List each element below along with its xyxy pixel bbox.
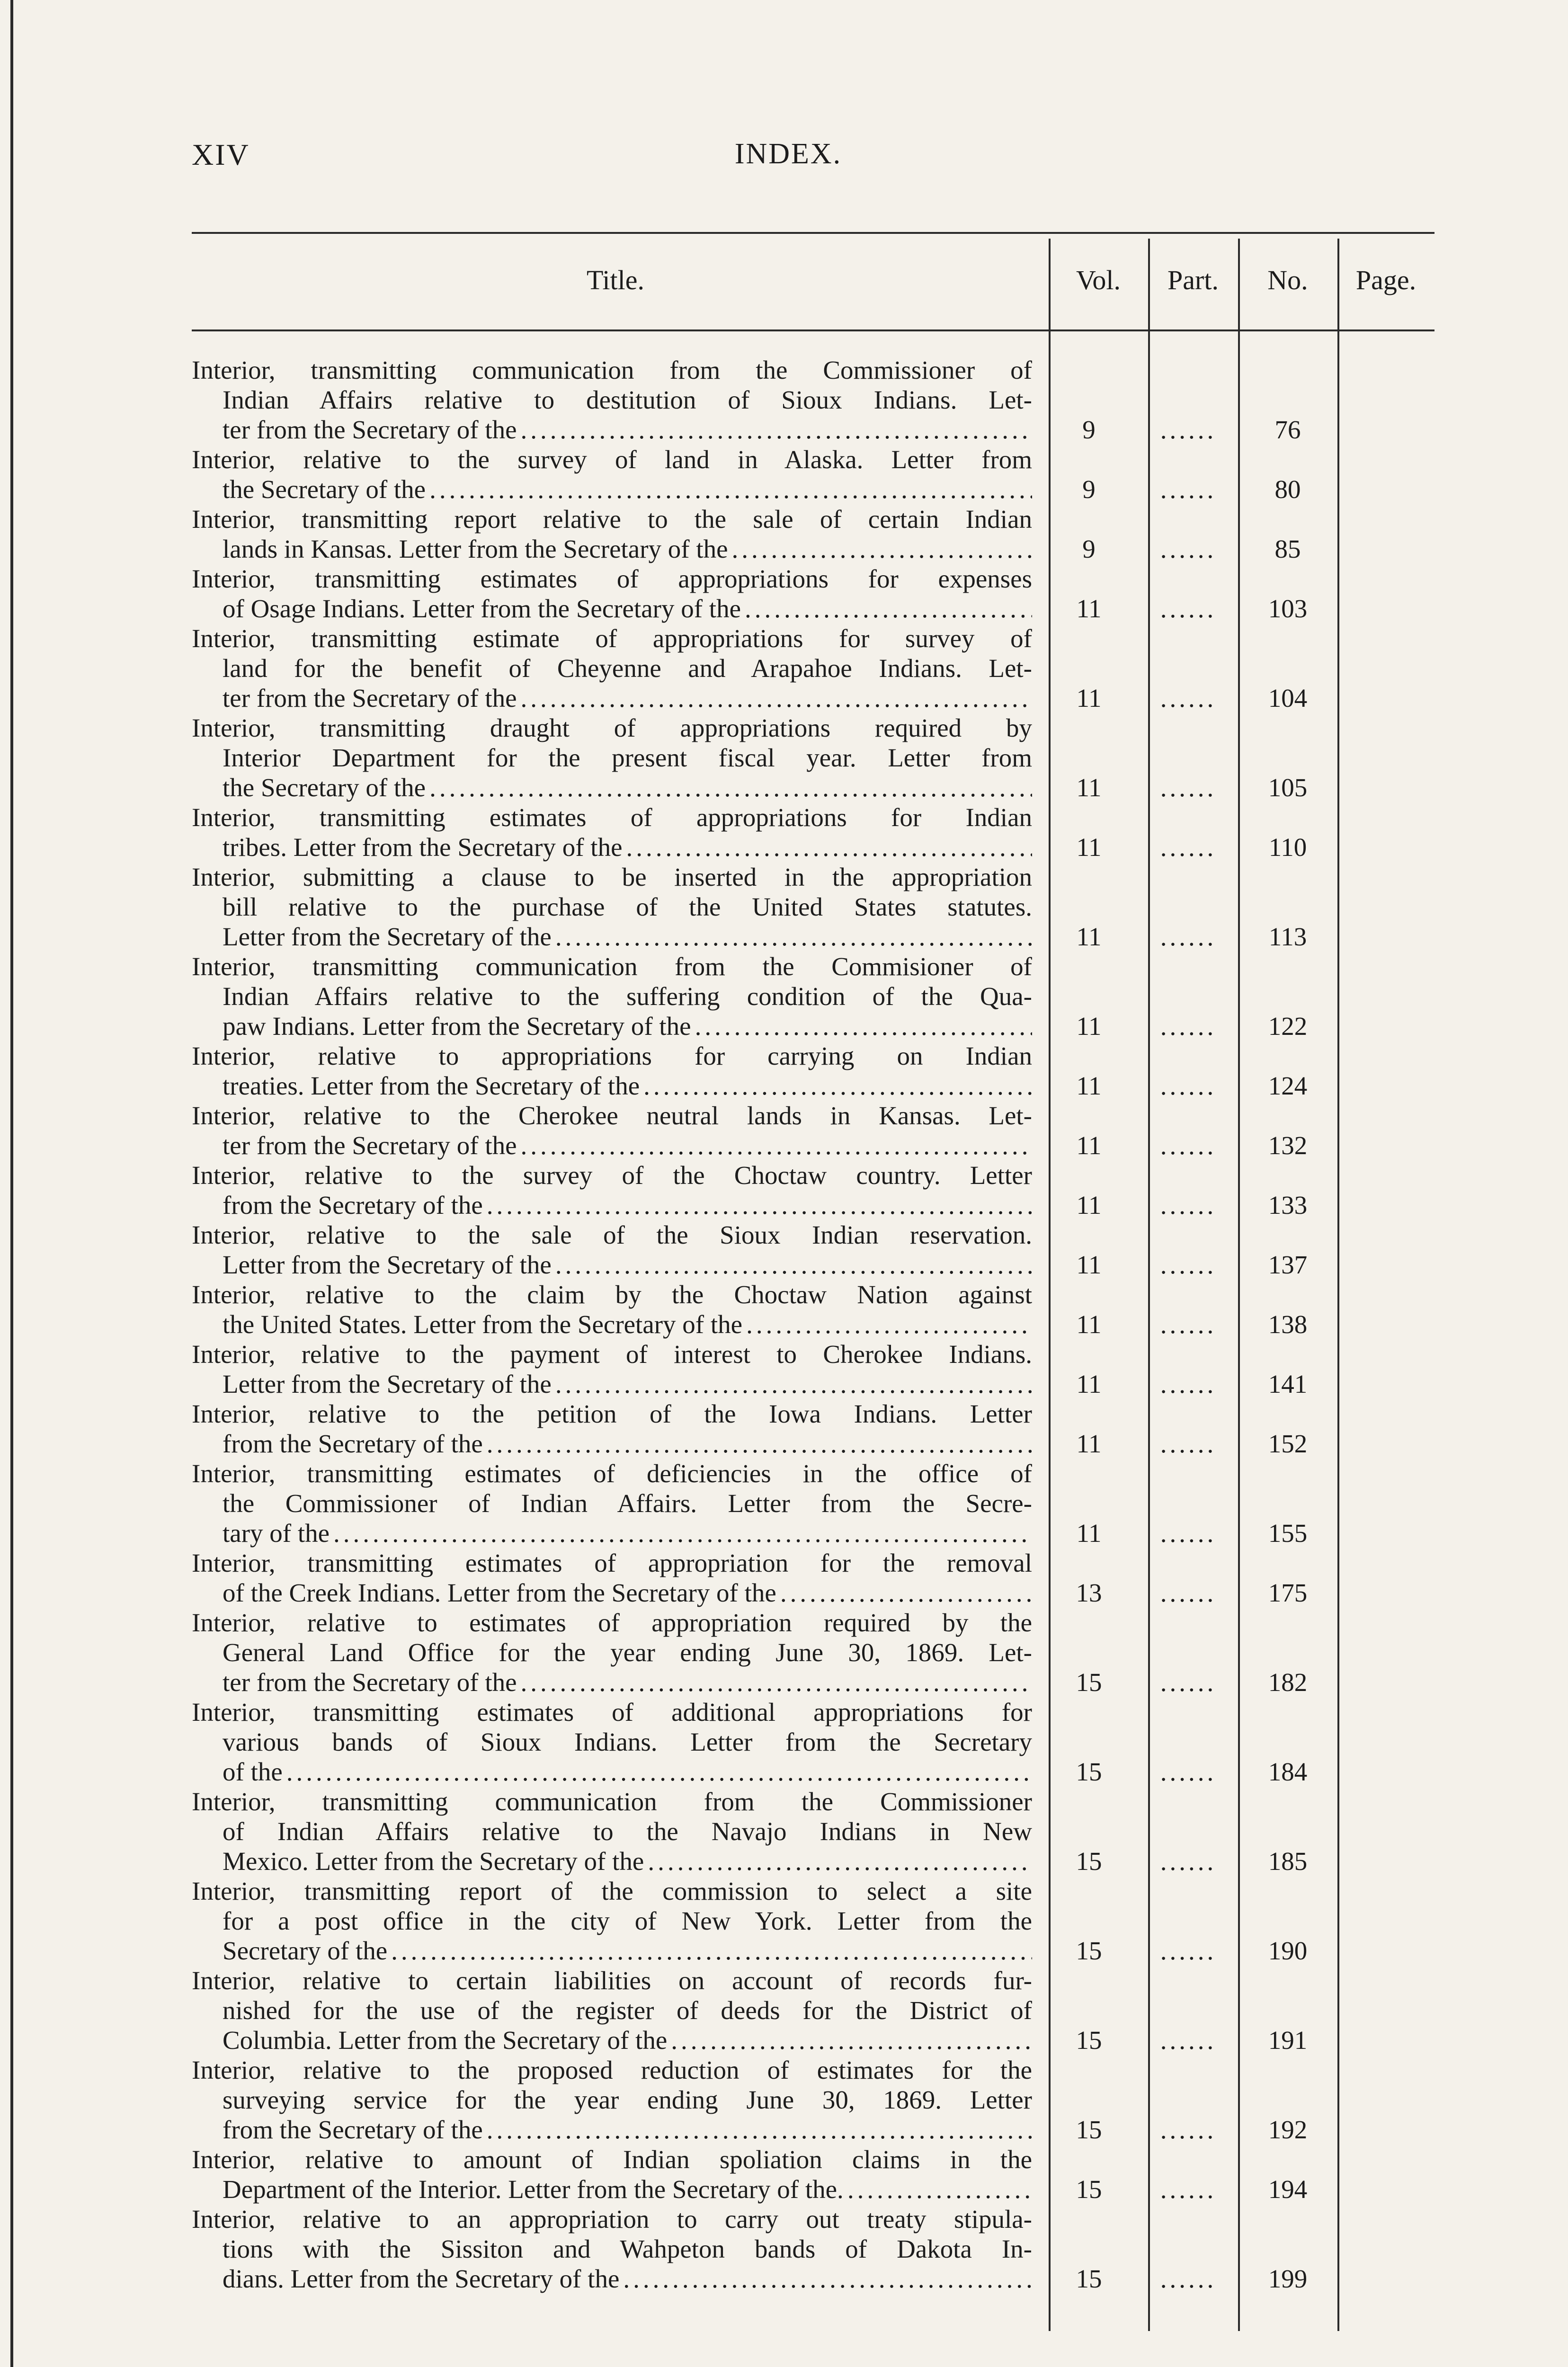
entry-part: ...... — [1160, 1757, 1217, 1786]
index-table — [192, 232, 1434, 2334]
entry-title-line: General Land Office for the year ending June 30, 1869. Let- — [223, 1638, 1032, 1667]
entry-volume: 11 — [1076, 1370, 1102, 1398]
entry-part: ...... — [1160, 684, 1217, 712]
entry-title — [192, 1280, 1032, 1339]
entry-part: ...... — [1160, 922, 1217, 951]
entry-number: 132 — [1268, 1131, 1308, 1160]
entry-title-line: of the Creek Indians. Letter from the Secretary of the ..... — [192, 1578, 1032, 1608]
entry-title-line: Interior Department for the present fiscal year. Letter from — [223, 743, 1032, 772]
entry-volume: 15 — [1076, 1847, 1102, 1876]
entry-part: ...... — [1160, 2115, 1217, 2144]
entry-volume: 11 — [1076, 922, 1102, 951]
entry-title-line: Interior, relative to amount of Indian spoliation claims in the — [192, 2145, 1032, 2174]
index-entry — [192, 1220, 1434, 1280]
entry-number: 190 — [1268, 1936, 1308, 1965]
index-entry — [192, 2145, 1434, 2204]
entry-title-line: Interior, transmitting estimates of deficiencies in the office of — [192, 1459, 1032, 1488]
entry-part: ...... — [1160, 415, 1217, 444]
entry-title-line: from the Secretary of the ..... — [192, 2115, 1032, 2145]
index-entry — [192, 623, 1434, 713]
entry-volume: 9 — [1082, 415, 1096, 444]
entry-number: 138 — [1268, 1310, 1308, 1339]
index-entry — [192, 713, 1434, 802]
entry-title-line: Letter from the Secretary of the ..... — [192, 1369, 1032, 1399]
table-header-rule — [192, 329, 1434, 331]
index-entry — [192, 952, 1434, 1041]
entry-part: ...... — [1160, 1370, 1217, 1398]
entry-part: ...... — [1160, 1578, 1217, 1607]
entry-title-line: Interior, relative to the sale of the Sioux Indian reservation. — [192, 1220, 1032, 1249]
entry-title-line: Interior, transmitting estimates of appropriations for Indian — [192, 803, 1032, 832]
entry-volume: 11 — [1076, 1429, 1102, 1458]
entry-title-line: nished for the use of the register of deeds for the District of — [223, 1996, 1032, 2025]
entry-part: ...... — [1160, 475, 1217, 504]
entry-number: 155 — [1268, 1519, 1308, 1548]
entry-volume: 11 — [1076, 833, 1102, 862]
entry-title-line: Interior, relative to the survey of the Choctaw country. Letter — [192, 1161, 1032, 1190]
entry-title — [192, 862, 1032, 952]
entry-title-line: ter from the Secretary of the ..... — [192, 683, 1032, 713]
entry-part: ...... — [1160, 773, 1217, 802]
entry-title-line: Interior, relative to the payment of interest to Cherokee Indians. — [192, 1340, 1032, 1369]
entry-part: ...... — [1160, 2175, 1217, 2204]
entry-title-line: bill relative to the purchase of the United States statutes. — [223, 892, 1032, 921]
entry-volume: 11 — [1076, 1131, 1102, 1160]
entry-title-line: Interior, relative to certain liabilities on account of records fur- — [192, 1966, 1032, 1995]
index-entry — [192, 1160, 1434, 1220]
entry-number: 105 — [1268, 773, 1308, 802]
entry-title — [192, 802, 1032, 862]
entry-title-line: Interior, transmitting communication from the Commissioner — [192, 1787, 1032, 1816]
entry-title — [192, 1220, 1032, 1280]
entry-title-line: Interior, transmitting estimate of appropriations for survey of — [192, 624, 1032, 653]
entry-title-line: ter from the Secretary of the ..... — [192, 415, 1032, 445]
entry-part: ...... — [1160, 1668, 1217, 1697]
entry-volume: 11 — [1076, 773, 1102, 802]
entry-title-line: Interior, submitting a clause to be inserted in the appropriation — [192, 863, 1032, 891]
index-entry — [192, 802, 1434, 862]
entry-title-line: Interior, transmitting communication from the Commisioner of — [192, 952, 1032, 981]
entry-title — [192, 355, 1032, 445]
entry-title-line: Interior, transmitting draught of appropriations required by — [192, 713, 1032, 742]
entry-title-line: Interior, relative to an appropriation to carry out treaty stipula- — [192, 2205, 1032, 2234]
entry-number: 199 — [1268, 2264, 1308, 2293]
entry-title-line: Letter from the Secretary of the ..... — [192, 1250, 1032, 1280]
entry-title-line: Interior, transmitting estimates of appropriations for expenses — [192, 564, 1032, 593]
entry-part: ...... — [1160, 594, 1217, 623]
table-top-rule — [192, 232, 1434, 234]
entry-title — [192, 564, 1032, 623]
entry-title — [192, 1459, 1032, 1548]
entry-title-line: Interior, transmitting communication from the Commissioner of — [192, 356, 1032, 384]
entry-part: ...... — [1160, 1250, 1217, 1279]
entry-title — [192, 713, 1032, 802]
entry-title-line: the Secretary of the ..... — [192, 773, 1032, 802]
entry-title — [192, 2055, 1032, 2145]
entry-number: 104 — [1268, 684, 1308, 712]
entry-title — [192, 1101, 1032, 1160]
entry-number: 133 — [1268, 1191, 1308, 1219]
entry-title-line: Letter from the Secretary of the ..... — [192, 922, 1032, 952]
running-head: INDEX. — [734, 138, 842, 170]
entry-volume: 9 — [1082, 475, 1096, 504]
entry-title-line: Interior, transmitting estimates of additional appropriations for — [192, 1698, 1032, 1726]
entry-number: 103 — [1268, 594, 1308, 623]
entry-volume: 15 — [1076, 2026, 1102, 2055]
entry-title — [192, 1608, 1032, 1697]
column-header-no: No. — [1267, 265, 1308, 295]
entry-title-line: of Osage Indians. Letter from the Secretary of the ..... — [192, 594, 1032, 623]
entry-volume: 11 — [1076, 1071, 1102, 1100]
entry-volume: 9 — [1082, 534, 1096, 563]
entry-volume: 15 — [1076, 1757, 1102, 1786]
entry-title-line: Interior, transmitting estimates of appropriation for the removal — [192, 1548, 1032, 1577]
entry-volume: 11 — [1076, 684, 1102, 712]
index-entry — [192, 445, 1434, 504]
entry-part: ...... — [1160, 1847, 1217, 1876]
entry-title — [192, 1876, 1032, 1966]
index-entry — [192, 1041, 1434, 1101]
entry-number: 141 — [1268, 1370, 1308, 1398]
entry-volume: 15 — [1076, 2175, 1102, 2204]
index-entry — [192, 1876, 1434, 1966]
entry-number: 76 — [1274, 415, 1301, 444]
entry-number: 122 — [1268, 1012, 1308, 1041]
entry-title-line: Interior, transmitting report relative to the sale of certain Indian — [192, 505, 1032, 534]
index-entry — [192, 1101, 1434, 1160]
entry-part: ...... — [1160, 833, 1217, 862]
entry-number: 184 — [1268, 1757, 1308, 1786]
entry-number: 113 — [1268, 922, 1307, 951]
entry-title-line: from the Secretary of the ..... — [192, 1190, 1032, 1220]
entry-title — [192, 1339, 1032, 1399]
entry-number: 192 — [1268, 2115, 1308, 2144]
entry-title-line: Interior, relative to the claim by the Choctaw Nation against — [192, 1280, 1032, 1309]
page-header — [192, 137, 1423, 185]
entry-volume: 11 — [1076, 1519, 1102, 1548]
index-entry — [192, 504, 1434, 564]
entry-title-line: paw Indians. Letter from the Secretary of the ..... — [192, 1011, 1032, 1041]
entry-title — [192, 445, 1032, 504]
entry-part: ...... — [1160, 2026, 1217, 2055]
entry-part: ...... — [1160, 2264, 1217, 2293]
column-header-vol: Vol. — [1076, 265, 1121, 295]
entry-title-line: of the ..... — [192, 1757, 1032, 1787]
entry-title-line: Interior, relative to appropriations for carrying on Indian — [192, 1041, 1032, 1070]
entry-part: ...... — [1160, 1012, 1217, 1041]
index-entry — [192, 1697, 1434, 1787]
entry-volume: 11 — [1076, 1191, 1102, 1219]
entry-volume: 11 — [1076, 594, 1102, 623]
entry-volume: 15 — [1076, 1936, 1102, 1965]
entry-number: 85 — [1274, 534, 1301, 563]
entry-volume: 11 — [1076, 1310, 1102, 1339]
entry-part: ...... — [1160, 1936, 1217, 1965]
entry-title-line: Secretary of the ..... — [192, 1936, 1032, 1966]
index-entry — [192, 355, 1434, 445]
entry-part: ...... — [1160, 1519, 1217, 1548]
entry-title — [192, 623, 1032, 713]
entry-title-line: from the Secretary of the ..... — [192, 1429, 1032, 1459]
entry-title — [192, 1697, 1032, 1787]
entry-volume: 15 — [1076, 2264, 1102, 2293]
index-entry — [192, 1787, 1434, 1876]
entry-title — [192, 1787, 1032, 1876]
index-entry — [192, 1548, 1434, 1608]
entry-title — [192, 2204, 1032, 2294]
entry-part: ...... — [1160, 1191, 1217, 1219]
entry-number: 110 — [1268, 833, 1307, 862]
entry-part: ...... — [1160, 1071, 1217, 1100]
entry-volume: 11 — [1076, 1250, 1102, 1279]
entry-title-line: Interior, relative to estimates of appropriation required by the — [192, 1608, 1032, 1637]
entry-title-line: the Commissioner of Indian Affairs. Letter from the Secre- — [223, 1489, 1032, 1518]
entry-title-line: Interior, transmitting report of the commission to select a site — [192, 1877, 1032, 1905]
entry-title — [192, 504, 1032, 564]
index-entry — [192, 862, 1434, 952]
entry-title-line: Interior, relative to the petition of the Iowa Indians. Letter — [192, 1399, 1032, 1428]
index-entry — [192, 2204, 1434, 2294]
entry-volume: 11 — [1076, 1012, 1102, 1041]
page-edge-rule — [10, 0, 13, 2367]
entry-volume: 13 — [1076, 1578, 1102, 1607]
index-entry — [192, 1608, 1434, 1697]
index-entry — [192, 1339, 1434, 1399]
index-entry — [192, 564, 1434, 623]
entry-part: ...... — [1160, 1310, 1217, 1339]
entry-part: ...... — [1160, 1131, 1217, 1160]
entry-title-line: the United States. Letter from the Secretary of the ..... — [192, 1309, 1032, 1339]
entry-title-line: of Indian Affairs relative to the Navajo Indians in New — [223, 1817, 1032, 1846]
entry-number: 194 — [1268, 2175, 1308, 2204]
entry-title-line: Mexico. Letter from the Secretary of the ..... — [192, 1846, 1032, 1876]
entry-title-line: ter from the Secretary of the ..... — [192, 1130, 1032, 1160]
entry-number: 137 — [1268, 1250, 1308, 1279]
entry-number: 80 — [1274, 475, 1301, 504]
index-entry — [192, 1280, 1434, 1339]
entry-number: 182 — [1268, 1668, 1308, 1697]
entry-title-line: treaties. Letter from the Secretary of the ..... — [192, 1071, 1032, 1101]
entry-title — [192, 1548, 1032, 1608]
entry-title-line: dians. Letter from the Secretary of the ..... — [192, 2264, 1032, 2294]
entry-title-line: surveying service for the year ending June 30, 1869. Letter — [223, 2085, 1032, 2114]
index-entry — [192, 1966, 1434, 2055]
entry-title — [192, 1160, 1032, 1220]
entry-title-line: Columbia. Letter from the Secretary of the ..... — [192, 2025, 1032, 2055]
entry-title-line: Interior, relative to the Cherokee neutral lands in Kansas. Let- — [192, 1101, 1032, 1130]
entry-number: 191 — [1268, 2026, 1308, 2055]
column-header-page: Page. — [1355, 265, 1417, 295]
column-header-part: Part. — [1167, 265, 1219, 295]
entry-title — [192, 1966, 1032, 2055]
entry-number: 124 — [1268, 1071, 1308, 1100]
column-header-title: Title. — [587, 265, 644, 295]
page-number: XIV — [192, 138, 250, 171]
entry-title-line: Indian Affairs relative to destitution of Sioux Indians. Let- — [223, 385, 1032, 414]
entry-title-line: land for the benefit of Cheyenne and Arapahoe Indians. Let- — [223, 654, 1032, 683]
entry-number: 175 — [1268, 1578, 1308, 1607]
entry-title-line: tribes. Letter from the Secretary of the ..... — [192, 832, 1032, 862]
entry-number: 152 — [1268, 1429, 1308, 1458]
index-entry — [192, 2055, 1434, 2145]
entry-title-line: lands in Kansas. Letter from the Secretary of the ..... — [192, 534, 1032, 564]
entry-title — [192, 2145, 1032, 2204]
entry-title — [192, 1399, 1032, 1459]
entry-title-line: ter from the Secretary of the ..... — [192, 1667, 1032, 1697]
index-entry — [192, 1399, 1434, 1459]
entry-title-line: for a post office in the city of New York. Letter from the — [223, 1906, 1032, 1935]
entry-volume: 15 — [1076, 1668, 1102, 1697]
entry-volume: 15 — [1076, 2115, 1102, 2144]
entry-title-line: various bands of Sioux Indians. Letter from the Secretary — [223, 1727, 1032, 1756]
index-entry — [192, 1459, 1434, 1548]
entry-title-line: Indian Affairs relative to the suffering condition of the Qua- — [223, 982, 1032, 1011]
entry-part: ...... — [1160, 534, 1217, 563]
entry-title-line: the Secretary of the ..... — [192, 474, 1032, 504]
entry-title-line: Department of the Interior. Letter from the Secretary of the. ..... — [192, 2174, 1032, 2204]
entry-part: ...... — [1160, 1429, 1217, 1458]
entry-title — [192, 1041, 1032, 1101]
entry-title-line: Interior, relative to the survey of land in Alaska. Letter from — [192, 445, 1032, 474]
entry-number: 185 — [1268, 1847, 1308, 1876]
entry-title-line: Interior, relative to the proposed reduction of estimates for the — [192, 2056, 1032, 2084]
entry-title — [192, 952, 1032, 1041]
entry-title-line: tions with the Sissiton and Wahpeton bands of Dakota In- — [223, 2234, 1032, 2263]
entry-title-line: tary of the ..... — [192, 1518, 1032, 1548]
